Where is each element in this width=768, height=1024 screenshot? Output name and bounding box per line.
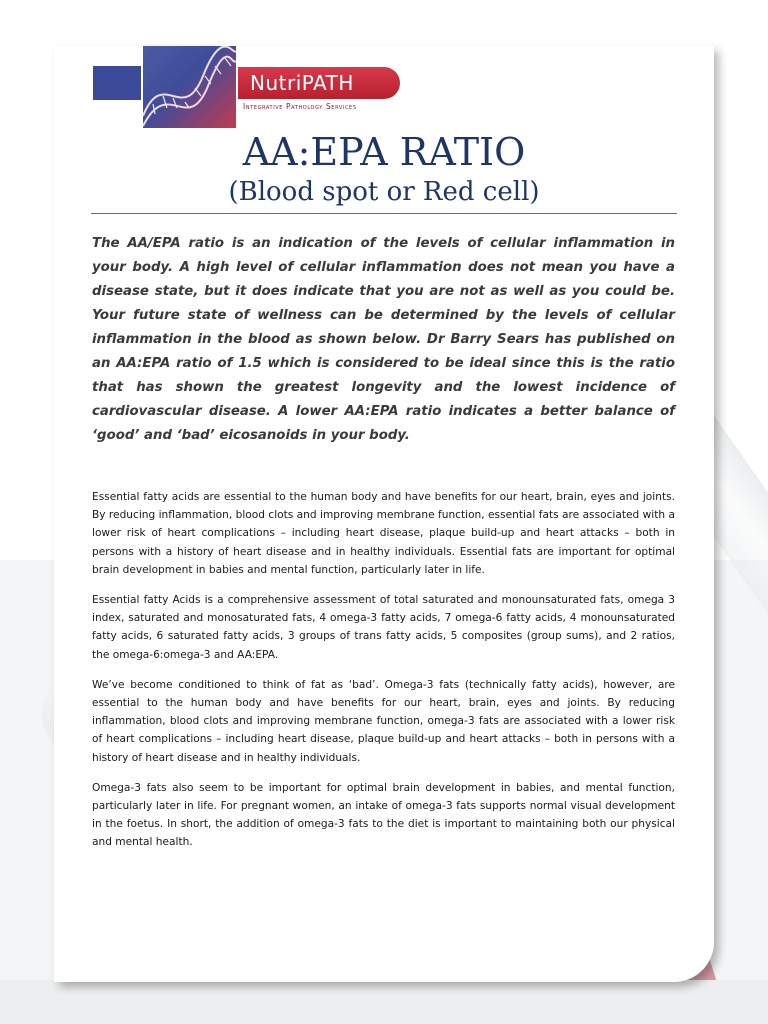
logo-blue-square [93,66,141,100]
body-paragraph: We’ve become conditioned to think of fat as ‘bad’. Omega-3 fats (technically fatty acids), however, are essential to the human body and have benefits for our heart, brain, eyes and joints. By reducing inflammation, blood clots and improving membrane function, omega-3 fats are associated with a lower risk of heart complications – including heart disease, plaque build-up and heart attacks – both in persons with a history of heart disease and in healthy individuals. [92,678,675,764]
brand-tagline: Integrative Pathology Services [243,102,357,111]
brand-name: NutriPATH [238,67,400,99]
body-paragraph: Essential fatty Acids is a comprehensive assessment of total saturated and monounsaturated fats, omega 3 index, saturated and monosaturated fats, 4 omega-3 fatty acids, 7 omega-6 fatty acids, 4 monounsaturated fatty acids, 6 saturated fatty acids, 3 groups of trans fatty acids, 5 composites (group sums), and 2 ratios, the omega-6:omega-3 and AA:EPA. [92,594,675,661]
body-text [92,488,675,864]
dna-icon [143,46,236,128]
title-divider [91,213,677,214]
page-subtitle: (Blood spot or Red cell) [228,177,540,207]
body-paragraph: Omega-3 fats also seem to be important for optimal brain development in babies, and mental function, particularly later in life. For pregnant women, an intake of omega-3 fats supports normal visual development in the foetus. In short, the addition of omega-3 fats to the diet is important to maintaining both our physical and mental health. [92,781,675,849]
page-title: AA:EPA RATIO [242,130,526,174]
body-paragraph: Essential fatty acids are essential to the human body and have benefits for our heart, brain, eyes and joints. By reducing inflammation, blood clots and improving membrane function, essential fats are associated with a lower risk of heart complications – including heart disease, plaque build-up and heart attacks – both in persons with a history of heart disease and in healthy individuals. Essential fats are important for optimal brain development in babies and mental function, particularly later in life. [92,491,675,576]
nutripath-logo [93,46,403,128]
intro-paragraph: The AA/EPA ratio is an indication of the levels of cellular inflammation in your body. A high level of cellular inflammation does not mean you have a disease state, but it does indicate that you are not as well as you could be. Your future state of wellness can be determined by the levels of cellular inflammation in the blood as shown below. Dr Barry Sears has published on an AA:EPA ratio of 1.5 which is considered to be ideal since this is the ratio that has shown the greatest longevity and the lowest incidence of cardiovascular disease. A lower AA:EPA ratio indicates a better balance of ‘good’ and ‘bad’ eicosanoids in your body. [92,236,675,443]
